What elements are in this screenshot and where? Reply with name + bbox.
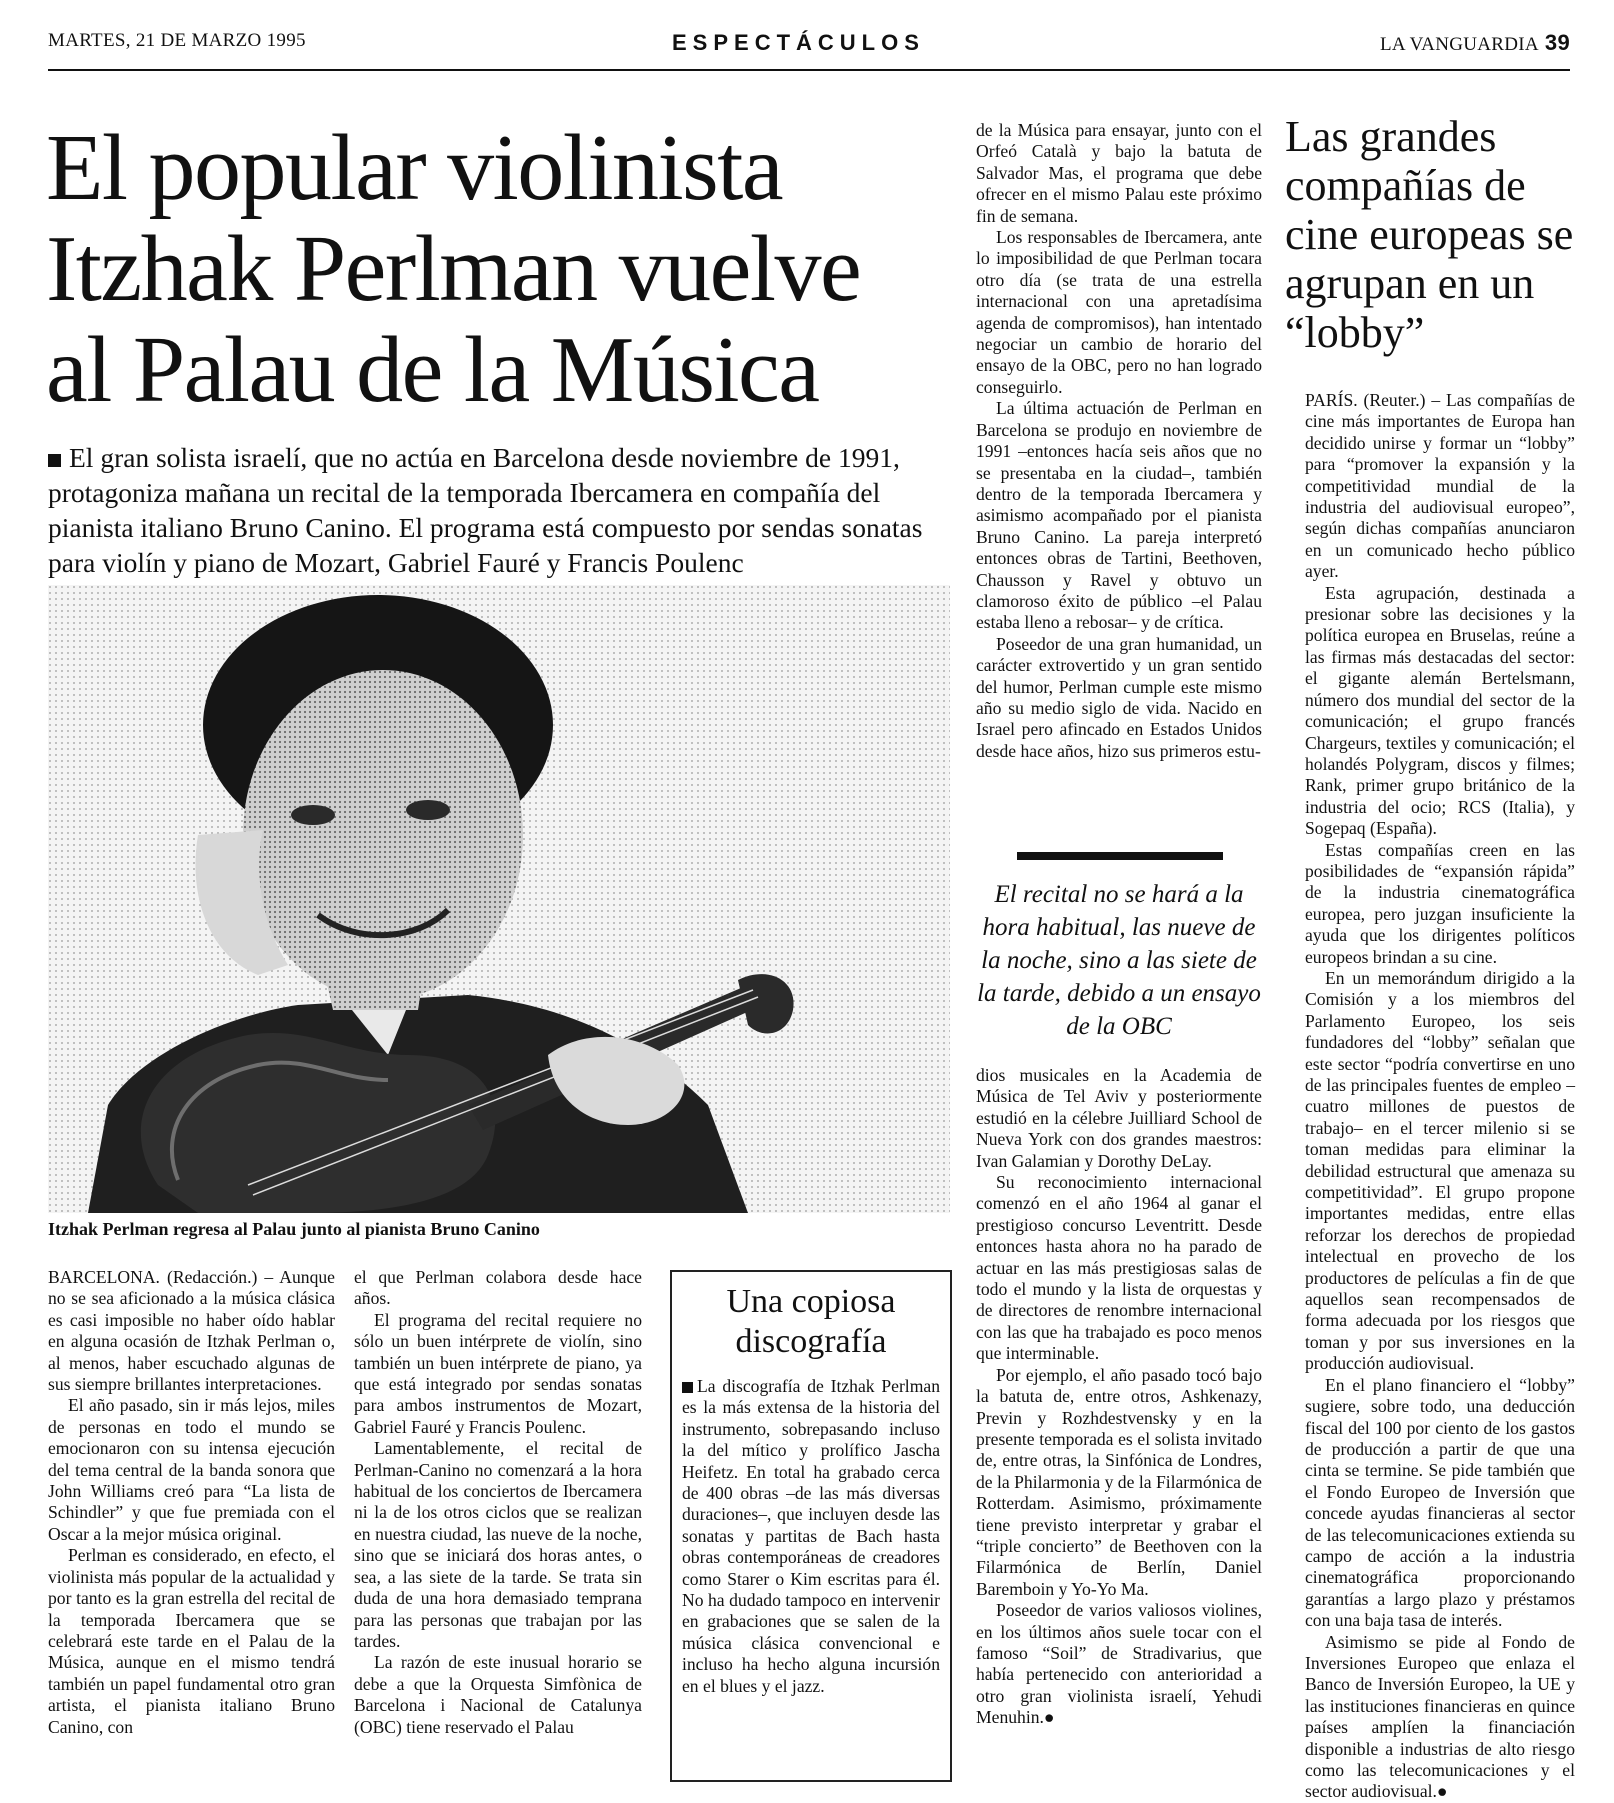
sidebar-title: Una copiosa discografía	[726, 1283, 896, 1360]
paragraph: La última actuación de Perlman en Barcelona se produjo en noviembre de 1991 –entonces hacía seis años que no se presentaba en la ciudad–, también dentro de la temporada Ibercamera y asimismo acompañado por el pianista Bruno Canino. La pareja interpretó entonces obras de Tartini, Beethoven, Chausson y Ravel y obtuvo un clamoroso éxito de público –el Palau estaba lleno a rebosar– y de crítica.	[976, 398, 1262, 633]
paragraph: Poseedor de varios valiosos violines, en los últimos años suele tocar con el famoso “Soil” de Stradivarius, que había pertenecido con anterioridad a otro gran violinista israelí, Yehudi Menuhin.●	[976, 1600, 1262, 1728]
pullquote: El recital no se hará a la hora habitual, las nueve de la noche, sino a las siete de la tarde, debido a un ensayo de la OBC	[977, 881, 1261, 1040]
paragraph: Por ejemplo, el año pasado tocó bajo la batuta de, entre otros, Ashkenazy, Previn y Rozhdestvensky y en la presente temporada es el solista invitado de, entre otras, la Sinfónica de Londres, de la Philarmonia y de la Filarmónica de Rotterdam. Asimismo, próximamente tiene previsto interpretar y grabar el “triple concierto” de Beethoven con la Filarmónica de Berlín, Daniel Baremboin y Yo-Yo Ma.	[976, 1364, 1262, 1599]
page-number: 39	[1544, 30, 1570, 55]
bullet-icon	[682, 1382, 693, 1393]
sidebar-text: La discografía de Itzhak Perlman es la más extensa de la historia del instrumento, sobrepasando incluso la del mítico y prolífico Jascha Heifetz. En total ha grabado cerca de 400 obras –de las más diversas duraciones–, que incluyen desde las sonatas y partitas de Bach hasta obras contemporáneas de creadores como Starer o Kim escritas para él. No ha dudado tampoco en intervenir en grabaciones que se salen de la música clásica convencional e incluso ha hecho alguna incursión en el blues y el jazz.	[682, 1376, 940, 1696]
violinist-illustration	[48, 585, 950, 1213]
section-name: ESPECTÁCULOS	[672, 30, 925, 55]
paragraph: El programa del recital requiere no sólo un buen intérprete de violín, sino también un buen intérprete de piano, ya que está integrado por sendas sonatas para ambos instrumentos de Mozart, Gabriel Fauré y Francis Poulenc.	[354, 1309, 642, 1437]
sidebar-paragraph	[682, 1376, 940, 1697]
lead-text: El gran solista israelí, que no actúa en Barcelona desde noviembre de 1991, protagoniza mañana un recital de la temporada Ibercamera en compañía del pianista italiano Bruno Canino. El programa está compuesto por sendas sonatas para violín y piano de Mozart, Gabriel Fauré y Francis Poulenc	[48, 442, 923, 578]
paragraph: En el plano financiero el “lobby” sugiere, sobre todo, una deducción fiscal del 100 por ciento de los gastos de producción a partir de que una cinta se termine. Se pide también que el Fondo Europeo de Inversión que concede ayudas financieras al sector de las telecomunicaciones extienda su campo de acción a la industria cinematográfica proporcionando garantías a largo plazo y préstamos con una baja tasa de interés.	[1305, 1374, 1575, 1631]
lead-paragraph	[48, 440, 948, 580]
paragraph: Esta agrupación, destinada a presionar sobre las decisiones y la política europea en Bruselas, reúne a las firmas más destacadas del sector: el gigante alemán Bertelsmann, número dos mundial del sector de la comunicación; el grupo francés Chargeurs, textiles y comunicación; el holandés Polygram, discos y filmes; Rank, primer grupo británico de la industria del ocio; RCS (Italia), y Sogepaq (España).	[1305, 582, 1575, 839]
paragraph: El año pasado, sin ir más lejos, miles de personas en todo el mundo se emocionaron con su intensa ejecución del tema central de la banda sonora que John Williams creó para “La lista de Schindler” y que fue premiada con el Oscar a la mejor música original.	[48, 1395, 335, 1544]
paragraph: Los responsables de Ibercamera, ante lo imposibilidad de que Perlman tocara otro día (se trata de una estrella internacional con una apretadísima agenda de compromisos), han intentado negociar un cambio de horario del ensayo de la OBC, pero no han logrado conseguirlo.	[976, 227, 1262, 397]
paragraph: PARÍS. (Reuter.) – Las compañías de cine más importantes de Europa han decidido unirse y formar un “lobby” para “promover la expansión y la competitividad mundial de la industria del audiovisual europeo”, según dichas compañías anunciaron en un comunicado hecho público ayer.	[1305, 390, 1575, 582]
paragraph: Perlman es considerado, en efecto, el violinista más popular de la actualidad y por tanto es la gran estrella del recital de la temporada Ibercamera que se celebrará este tarde en el Palau de la Música, aunque en el mismo tendrá también un papel fundamental otro gran artista, el pianista italiano Bruno Canino, con	[48, 1545, 335, 1737]
article-column-2	[354, 1267, 642, 1738]
perlman-photo	[48, 585, 950, 1213]
paragraph: Lamentablemente, el recital de Perlman-Canino no comenzará a la hora habitual de los conciertos de Ibercamera ni la de los otros ciclos que se realizan en nuestra ciudad, las nueve de la noche, sino que se iniciará dos horas antes, o sea, a las siete de la tarde. Se trata sin duda de una hora demasiado temprana para las personas que trabajan por las tardes.	[354, 1438, 642, 1651]
paragraph: de la Música para ensayar, junto con el Orfeó Català y bajo la batuta de Salvador Mas, el programa que debe ofrecer en el mismo Palau este próximo fin de semana.	[976, 120, 1262, 226]
paragraph: La razón de este inusual horario se debe a que la Orquesta Simfònica de Barcelona i Nacional de Catalunya (OBC) tiene reservado el Palau	[354, 1652, 642, 1737]
discography-sidebar	[670, 1270, 952, 1782]
photo-caption: Itzhak Perlman regresa al Palau junto al pianista Bruno Canino	[48, 1219, 540, 1239]
paragraph: el que Perlman colabora desde hace años.	[354, 1267, 642, 1309]
article-column-3-continued	[976, 1065, 1262, 1729]
publication-name: LA VANGUARDIA	[1380, 34, 1539, 55]
paragraph: Asimismo se pide al Fondo de Inversiones Europeo que enlaza el Banco de Inversión Europeo, la UE y las instituciones financieras en quince países amplíen la financiación disponible a industrias de alto riesgo como las telecomunicaciones y el sector audiovisual.●	[1305, 1631, 1575, 1802]
masthead	[1380, 30, 1570, 56]
issue-date: MARTES, 21 DE MARZO 1995	[48, 30, 306, 51]
side-article-body	[1305, 390, 1575, 1803]
header-rule	[48, 69, 1570, 71]
paragraph: En un memorándum dirigido a la Comisión y a los miembros del Parlamento Europeo, los seis fundadores del “lobby” señalan que este sector “podría convertirse en uno de las principales fuentes de empleo –cuatro millones de puestos de trabajo– en el tercer milenio si se toman medidas para eliminar la debilidad estructural que amenaza su competitividad”. El grupo propone importantes medidas, entre ellas reforzar los derechos de propiedad intelectual en provecho de los productores de películas a fin de que aquellos sean recompensados de forma adecuada por los riesgos que toman y por sus inversiones en la producción audiovisual.	[1305, 967, 1575, 1374]
article-column-3	[976, 120, 1262, 762]
paragraph: Estas compañías creen en las posibilidades de “expansión rápida” de la industria cinematográfica europea, pero juzgan insuficiente la ayuda que los dirigentes políticos europeos brindan a su cine.	[1305, 839, 1575, 967]
sidebar-column	[682, 1376, 940, 1697]
pullquote-rule	[1017, 852, 1223, 860]
bullet-icon	[48, 454, 61, 467]
paragraph: Poseedor de una gran humanidad, un carácter extrovertido y un gran sentido del humor, Perlman cumple este mismo año su medio siglo de vida. Nacido en Israel pero afincado en Estados Unidos desde hace años, hizo sus primeros estu-	[976, 633, 1262, 761]
paragraph: BARCELONA. (Redacción.) – Aunque no se sea aficionado a la música clásica es casi imposible no haber oído hablar en alguna ocasión de Itzhak Perlman o, al menos, haber escuchado algunas de sus siempre brillantes interpretaciones.	[48, 1267, 335, 1395]
headline: El popular violinista Itzhak Perlman vuelve al Palau de la Música	[46, 116, 861, 422]
paragraph: dios musicales en la Academia de Música de Tel Aviv y posteriormente estudió en la célebre Juilliard School de Nueva York con dos grandes maestros: Ivan Galamian y Dorothy DeLay.	[976, 1065, 1262, 1171]
article-column-1	[48, 1267, 335, 1738]
paragraph: Su reconocimiento internacional comenzó en el año 1964 al ganar el prestigioso concurso Leventritt. Desde entonces hasta ahora no ha parado de actuar en las más prestigiosas salas de todo el mundo y la lista de orquestas y de directores de renombre internacional con las que ha trabajado es poco menos que interminable.	[976, 1172, 1262, 1364]
side-headline: Las grandes compañías de cine europeas se agrupan en un “lobby”	[1285, 112, 1574, 357]
